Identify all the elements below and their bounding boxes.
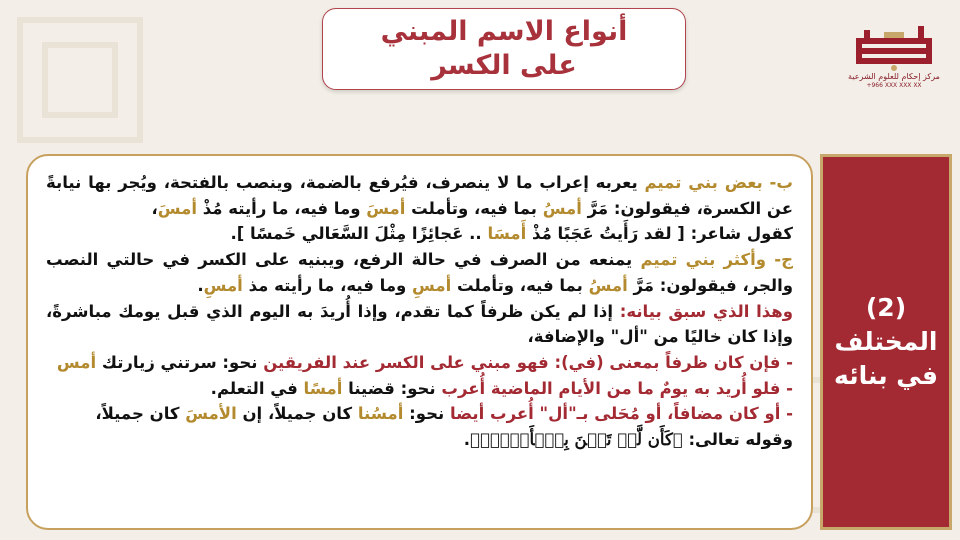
highlight-word: أمسِ: [203, 275, 243, 295]
condition-rule: فإن كان ظرفاً بمعنى (في): فهو مبني على الكسر عند الفريقين: [263, 352, 781, 372]
verse-lead: وقوله تعالى:: [682, 430, 793, 450]
body-text: ،: [151, 198, 158, 218]
body-text: نحو: قضينا: [342, 378, 442, 398]
highlight-word: أمسُنا: [357, 404, 404, 424]
highlight-word: أمسُ: [588, 275, 628, 295]
body-text: بما فيه، وتأملت: [451, 275, 589, 295]
body-text: في التعلم.: [210, 378, 304, 398]
side-label-line-2: في بنائه: [834, 361, 938, 390]
paragraph-note: [46, 299, 793, 350]
body-text: وما فيه، ما رأيته مُذْ: [197, 198, 367, 218]
paragraph-j: [46, 247, 793, 298]
side-label: [820, 154, 952, 530]
highlight-word: أمسِ: [412, 275, 452, 295]
item-prefix: ب-: [762, 173, 793, 192]
bullet-dash: -: [780, 404, 793, 424]
body-text: نحو: سرتني زيارتك: [96, 352, 264, 372]
body-text: بما فيه، وتأملت: [405, 198, 543, 218]
body-text: نحو:: [403, 404, 450, 424]
condition-3: [46, 401, 793, 427]
side-label-number: (2): [865, 293, 907, 322]
condition-1: [46, 350, 793, 376]
logo-contact: +966 XXX XXX XX: [866, 82, 922, 89]
paragraph-b: [46, 170, 793, 247]
highlight-word: أَمسَا: [487, 224, 527, 244]
note-lead: وهذا الذي سبق بيانه:: [619, 301, 793, 321]
highlight-word: أمسًا: [303, 378, 343, 398]
side-label-line-1: المختلف: [834, 327, 938, 356]
body-text: وما فيه، ما رأيته مذ: [242, 275, 413, 295]
condition-rule: أو كان مضافاً، أو مُحَلى بـ"أل" أُعرب أيضا: [449, 404, 781, 424]
group-name: بعض بني تميم: [644, 173, 763, 192]
highlight-word: الأمسَ: [185, 404, 237, 424]
bullet-dash: -: [780, 378, 793, 398]
verse-end: .: [463, 430, 471, 450]
poem-intro: كقول شاعر: [ لقد رَأَيتُ عَجَبًا مُذْ: [526, 224, 793, 244]
verse-line: [46, 427, 793, 453]
body-text: .: [197, 275, 204, 295]
highlight-word: أمسَ: [157, 198, 197, 218]
condition-2: [46, 376, 793, 402]
bullet-dash: -: [780, 352, 793, 372]
logo-subtitle: مركز إحكام للعلوم الشرعية: [848, 72, 940, 81]
quran-verse: ﴿كَأَن لَّمۡ تَغۡنَ بِٱلۡأَمۡسِۚ﴾: [470, 430, 683, 450]
condition-rule: فلو أُريد به يومٌ ما من الأيام الماضية أُعرب: [441, 378, 781, 398]
highlight-word: أمسَ: [366, 198, 406, 218]
content-panel: [26, 154, 813, 530]
highlight-word: أمسُ: [542, 198, 582, 218]
body-text: كان جميلاً، إن: [236, 404, 358, 424]
title-line-1: أنواع الاسم المبني: [380, 16, 628, 47]
note-text: إذا لم يكن ظرفاً كما تقدم، وإذا أُريدَ به اليوم الذي قبل يومك مباشرةً، وإذا كان خاليًا من "أل" والإضافة،: [46, 301, 793, 347]
logo-mark-icon: [854, 20, 934, 72]
title-line-2: على الكسر: [431, 50, 577, 81]
group-name: وأكثر بني تميم: [640, 250, 767, 270]
highlight-word: أمس: [56, 352, 97, 372]
poem-rest: .. عَجائِزًا مِثْلَ السَّعَالي خَمسًا ].: [230, 224, 488, 244]
body-text: كان جميلاً،: [95, 404, 186, 424]
item-prefix: ج-: [766, 250, 794, 270]
slide-title: [322, 8, 686, 90]
body-text: يعربه إعراب ما لا ينصرف، فيُرفع بالضمة، وينصب بالفتحة، ويُجر بها نيابةً عن الكسرة، فيقولون: مَرَّ: [46, 173, 793, 218]
content-text: [46, 170, 793, 453]
brand-logo: [844, 20, 944, 100]
body-text: يمنعه من الصرف في حالة الرفع، ويبنيه على الكسر في حالتي النصب والجر، فيقولون: مَرَّ: [46, 250, 793, 295]
